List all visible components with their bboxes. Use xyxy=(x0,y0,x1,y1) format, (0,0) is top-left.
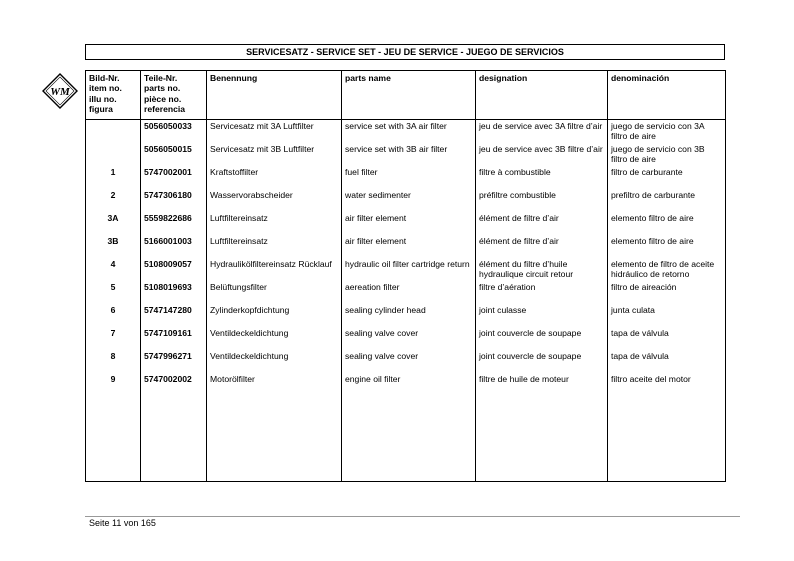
table-row xyxy=(86,120,726,144)
name-de-cell: Luftfiltereinsatz xyxy=(207,235,342,258)
name-en-cell: air filter element xyxy=(342,235,476,258)
item-number-cell: 4 xyxy=(86,258,141,281)
name-es-cell: juego de servicio con 3B filtro de aire xyxy=(608,143,726,166)
name-fr-cell: élément de filtre d’air xyxy=(476,235,608,258)
name-fr-cell: jeu de service avec 3A filtre d’air xyxy=(476,120,608,144)
page-title: SERVICESATZ - SERVICE SET - JEU DE SERVICE - JUEGO DE SERVICIOS xyxy=(85,44,725,60)
name-de-cell: Ventildeckeldichtung xyxy=(207,327,342,350)
name-es-cell: juego de servicio con 3A filtro de aire xyxy=(608,120,726,144)
name-en-cell: sealing cylinder head xyxy=(342,304,476,327)
part-number-cell: 5559822686 xyxy=(141,212,207,235)
name-en-cell: service set with 3A air filter xyxy=(342,120,476,144)
table-row xyxy=(86,212,726,235)
part-number-cell: 5166001003 xyxy=(141,235,207,258)
empty-cell xyxy=(86,396,141,482)
header-denominacion: denominación xyxy=(608,71,726,120)
table-empty-space xyxy=(86,396,726,482)
name-de-cell: Ventildeckeldichtung xyxy=(207,350,342,373)
part-number-cell: 5747996271 xyxy=(141,350,207,373)
name-fr-cell: joint couvercle de soupape xyxy=(476,327,608,350)
item-number-cell: 5 xyxy=(86,281,141,304)
name-de-cell: Luftfiltereinsatz xyxy=(207,212,342,235)
name-de-cell: Hydraulikölfiltereinsatz Rücklauf xyxy=(207,258,342,281)
table-row xyxy=(86,373,726,396)
name-fr-cell: jeu de service avec 3B filtre d’air xyxy=(476,143,608,166)
table-row xyxy=(86,258,726,281)
name-de-cell: Motorölfilter xyxy=(207,373,342,396)
name-es-cell: filtro de carburante xyxy=(608,166,726,189)
svg-text:WM: WM xyxy=(50,86,70,98)
name-es-cell: tapa de válvula xyxy=(608,327,726,350)
item-number-cell: 2 xyxy=(86,189,141,212)
name-es-cell: prefiltro de carburante xyxy=(608,189,726,212)
item-number-cell: 3A xyxy=(86,212,141,235)
name-en-cell: hydraulic oil filter cartridge return xyxy=(342,258,476,281)
part-number-cell: 5056050033 xyxy=(141,120,207,144)
item-number-cell xyxy=(86,120,141,144)
table-row xyxy=(86,189,726,212)
empty-cell xyxy=(476,396,608,482)
name-fr-cell: filtre de huile de moteur xyxy=(476,373,608,396)
page-number: Seite 11 von 165 xyxy=(89,518,156,528)
table-row xyxy=(86,281,726,304)
header-parts-name: parts name xyxy=(342,71,476,120)
footer-divider xyxy=(85,516,740,517)
name-fr-cell: filtre d’aération xyxy=(476,281,608,304)
name-es-cell: elemento filtro de aire xyxy=(608,212,726,235)
item-number-cell: 8 xyxy=(86,350,141,373)
part-number-cell: 5056050015 xyxy=(141,143,207,166)
empty-cell xyxy=(141,396,207,482)
header-designation: designation xyxy=(476,71,608,120)
name-fr-cell: joint culasse xyxy=(476,304,608,327)
part-number-cell: 5747109161 xyxy=(141,327,207,350)
name-es-cell: elemento filtro de aire xyxy=(608,235,726,258)
item-number-cell xyxy=(86,143,141,166)
name-es-cell: junta culata xyxy=(608,304,726,327)
item-number-cell: 3B xyxy=(86,235,141,258)
company-logo xyxy=(42,73,78,109)
table-row xyxy=(86,327,726,350)
name-fr-cell: préfiltre combustible xyxy=(476,189,608,212)
name-es-cell: elemento de filtro de aceite hidráulico de retorno xyxy=(608,258,726,281)
header-benennung: Benennung xyxy=(207,71,342,120)
header-part-no: Teile-Nr. parts no. pièce no. referencia xyxy=(141,71,207,120)
part-number-cell: 5108009057 xyxy=(141,258,207,281)
table-row xyxy=(86,304,726,327)
empty-cell xyxy=(207,396,342,482)
table-row xyxy=(86,350,726,373)
name-en-cell: service set with 3B air filter xyxy=(342,143,476,166)
name-fr-cell: élément du filtre d’huile hydraulique circuit retour xyxy=(476,258,608,281)
table-row xyxy=(86,235,726,258)
parts-table xyxy=(85,70,726,482)
name-de-cell: Wasservorabscheider xyxy=(207,189,342,212)
name-en-cell: engine oil filter xyxy=(342,373,476,396)
table-row xyxy=(86,143,726,166)
name-en-cell: sealing valve cover xyxy=(342,327,476,350)
item-number-cell: 7 xyxy=(86,327,141,350)
part-number-cell: 5747147280 xyxy=(141,304,207,327)
name-en-cell: sealing valve cover xyxy=(342,350,476,373)
name-de-cell: Servicesatz mit 3B Luftfilter xyxy=(207,143,342,166)
name-de-cell: Kraftstoffilter xyxy=(207,166,342,189)
name-en-cell: aereation filter xyxy=(342,281,476,304)
name-es-cell: filtro aceite del motor xyxy=(608,373,726,396)
name-en-cell: fuel filter xyxy=(342,166,476,189)
part-number-cell: 5747306180 xyxy=(141,189,207,212)
name-fr-cell: filtre à combustible xyxy=(476,166,608,189)
empty-cell xyxy=(608,396,726,482)
item-number-cell: 6 xyxy=(86,304,141,327)
part-number-cell: 5108019693 xyxy=(141,281,207,304)
name-fr-cell: élément de filtre d’air xyxy=(476,212,608,235)
name-es-cell: filtro de aireación xyxy=(608,281,726,304)
table-row xyxy=(86,166,726,189)
name-de-cell: Belüftungsfilter xyxy=(207,281,342,304)
name-es-cell: tapa de válvula xyxy=(608,350,726,373)
name-fr-cell: joint couvercle de soupape xyxy=(476,350,608,373)
header-item-no: Bild-Nr. item no. illu no. figura xyxy=(86,71,141,120)
name-en-cell: air filter element xyxy=(342,212,476,235)
table-header-row xyxy=(86,71,726,120)
name-en-cell: water sedimenter xyxy=(342,189,476,212)
part-number-cell: 5747002001 xyxy=(141,166,207,189)
item-number-cell: 9 xyxy=(86,373,141,396)
empty-cell xyxy=(342,396,476,482)
item-number-cell: 1 xyxy=(86,166,141,189)
name-de-cell: Servicesatz mit 3A Luftfilter xyxy=(207,120,342,144)
part-number-cell: 5747002002 xyxy=(141,373,207,396)
name-de-cell: Zylinderkopfdichtung xyxy=(207,304,342,327)
